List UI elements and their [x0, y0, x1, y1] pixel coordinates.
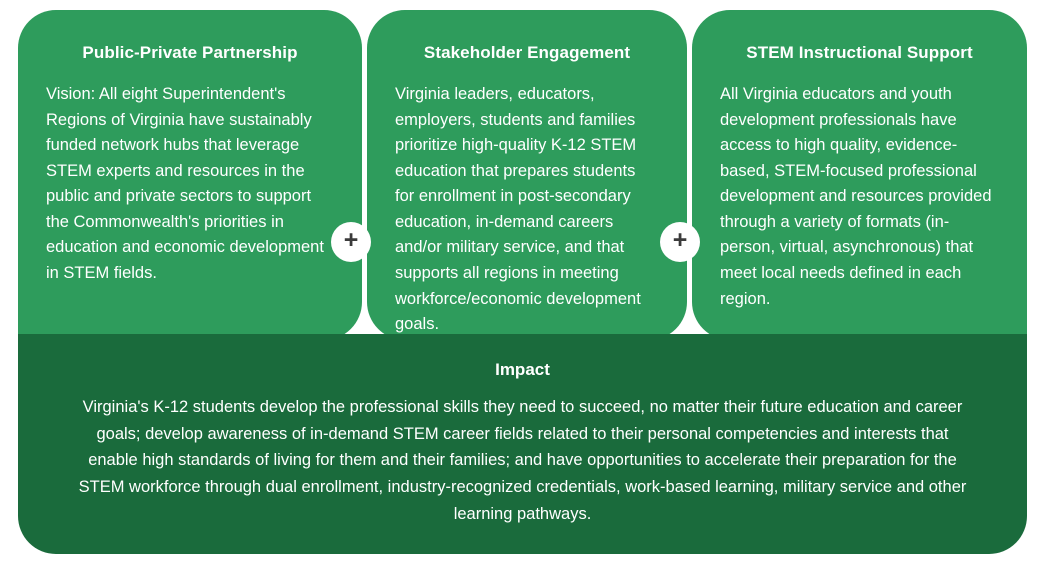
pillar-panels [18, 10, 1027, 340]
impact-panel [18, 334, 1027, 554]
impact-title: Impact [495, 360, 550, 379]
plus-icon [331, 222, 371, 262]
panel-stem-instructional-support [692, 10, 1027, 340]
plus-icon-glyph: + [672, 225, 688, 254]
panel-body: Vision: All eight Superintendent's Regions of Virginia have sustainably funded network hubs that leverage STEM experts and resources in the public and private sectors to support the Commonwealth's priorities in education and economic development in STEM fields. [46, 85, 324, 283]
panel-title: STEM Instructional Support [746, 43, 973, 62]
plus-icon [660, 222, 700, 262]
panel-public-private-partnership [18, 10, 362, 340]
panel-title: Public-Private Partnership [82, 43, 298, 62]
plus-icon-glyph: + [343, 225, 359, 254]
panel-title: Stakeholder Engagement [423, 43, 631, 62]
panel-stakeholder-engagement [367, 10, 687, 340]
panel-body: All Virginia educators and youth development professionals have access to high quality, evidence-based, STEM-focused professional development and resources provided through a variety of formats (in-person, virtual, asynchronous) that meet local needs defined in each region. [720, 85, 992, 308]
panel-body: Virginia leaders, educators, employers, students and families prioritize high-quality K-12 STEM education that prepares students for enrollment in post-secondary education, in-demand careers and/or military service, and that supports all regions in meeting workforce/economic development goals. [395, 85, 641, 334]
impact-body: Virginia's K-12 students develop the professional skills they need to succeed, no matter their future education and career goals; develop awareness of in-demand STEM career fields related to their personal competencies and interests that enable high standards of living for them and their families; and have opportunities to accelerate their preparation for the STEM workforce through dual enrollment, industry-recognized credentials, work-based learning, military service and other learning pathways. [78, 398, 967, 523]
